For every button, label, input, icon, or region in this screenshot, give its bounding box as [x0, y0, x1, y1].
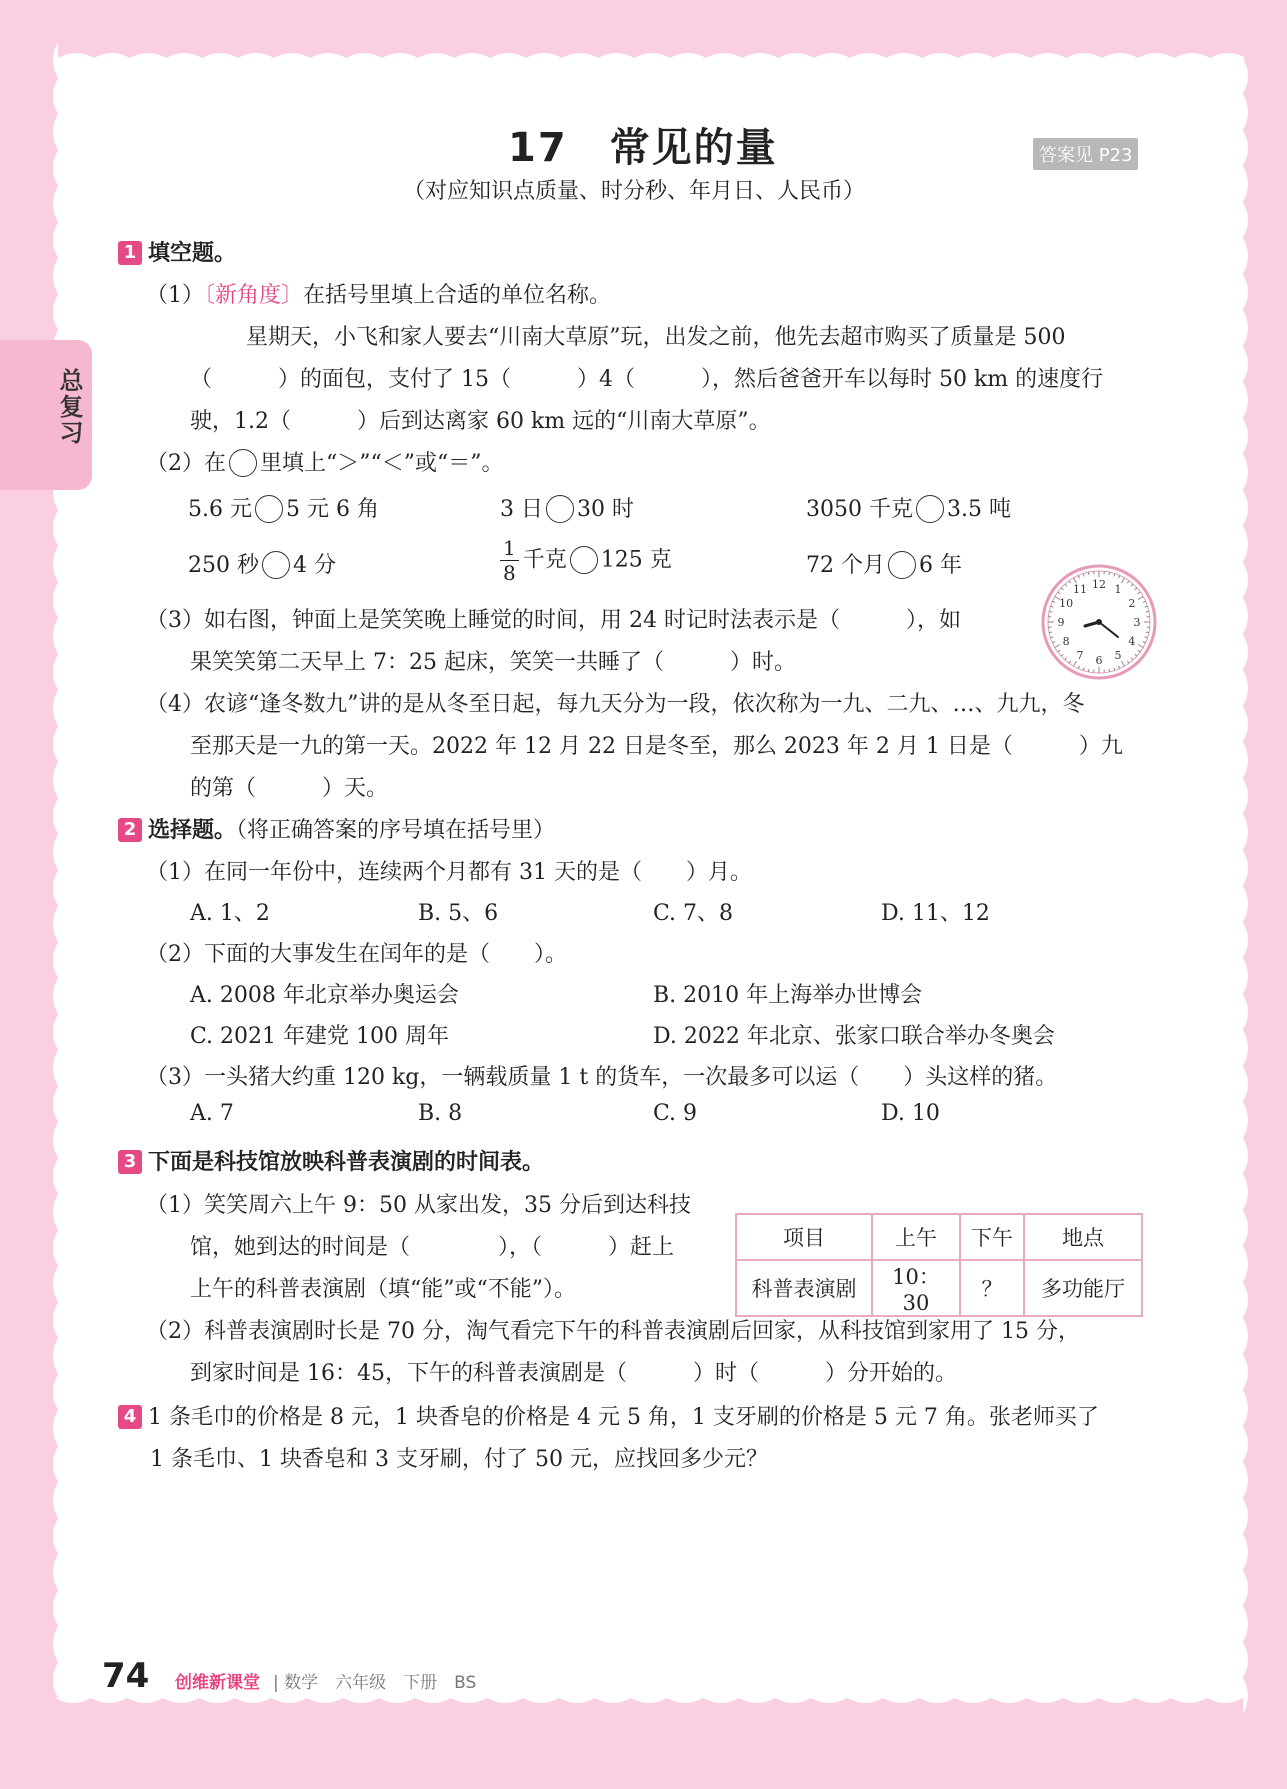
- clock-tick: [1109, 669, 1110, 672]
- answer-reference-badge: 答案见 P23: [1033, 138, 1138, 170]
- clock-number: 4: [1128, 635, 1136, 648]
- compare-circle: [229, 449, 257, 477]
- compare-4-circle[interactable]: [262, 551, 290, 579]
- clock-tick: [1109, 572, 1110, 575]
- s1-q4-line-3: 的第（ ）天。: [190, 776, 389, 801]
- fraction-numerator: 1: [500, 536, 519, 561]
- clock-tick: [1049, 632, 1052, 633]
- table-header-cell: 上午: [872, 1214, 960, 1260]
- compare-3-left: 3050 千克: [806, 497, 913, 522]
- clock-center: [1096, 619, 1102, 625]
- compare-1-left: 5.6 元: [188, 497, 252, 522]
- s1-q1-line-1: 星期天，小飞和家人要去“川南大草原”玩，出发之前，他先去超市购买了质量是 500: [246, 325, 1066, 350]
- table-header-row: [736, 1214, 1142, 1260]
- s1-q2-text-a: （2）在: [146, 451, 226, 476]
- section-2-heading: [118, 813, 555, 844]
- compare-5-right: 125 克: [600, 547, 672, 573]
- s2-q1-option-d: D. 11、12: [881, 901, 990, 926]
- clock-number: 10: [1059, 597, 1074, 610]
- s2-q1: （1）在同一年份中，连续两个月都有 31 天的是（ ）月。: [146, 860, 752, 885]
- s2-q3: （3）一头猪大约重 120 kg，一辆载质量 1 t 的货车，一次最多可以运（ ）头这样的猪。: [146, 1065, 1058, 1090]
- s3-q2-line-1: （2）科普表演剧时长是 70 分，淘气看完下午的科普表演剧后回家，从科技馆到家用了 15 分，: [146, 1319, 1080, 1344]
- compare-2-right: 30 时: [577, 497, 634, 522]
- clock-number: 3: [1133, 616, 1141, 629]
- table-cell: 科普表演剧: [736, 1260, 872, 1316]
- s1-q2-prompt: [146, 446, 503, 477]
- s1-q4-line-2: 至那天是一九的第一天。2022 年 12 月 22 日是冬至，那么 2023 年 2 月 1 日是（ ）九: [190, 734, 1123, 759]
- compare-item-5: [500, 536, 672, 585]
- s2-q1-option-c: C. 7、8: [653, 901, 734, 926]
- s1-q3-line-2: 果笑笑第二天早上 7：25 起床，笑笑一共睡了（ ）时。: [190, 650, 796, 675]
- compare-6-left: 72 个月: [806, 553, 885, 578]
- page-subtitle: （对应知识点质量、时分秒、年月日、人民币）: [403, 179, 866, 204]
- clock-tick: [1088, 669, 1089, 672]
- compare-2-circle[interactable]: [546, 495, 574, 523]
- compare-6-circle[interactable]: [888, 551, 916, 579]
- clock-number: 2: [1128, 597, 1136, 610]
- s2-q1-option-a: A. 1、2: [190, 901, 270, 926]
- compare-6-right: 6 年: [919, 553, 962, 578]
- clock-number: 11: [1073, 583, 1087, 597]
- compare-1-right: 5 元 6 角: [285, 497, 379, 522]
- compare-4-right: 4 分: [293, 553, 336, 578]
- s2-q1-option-b: B. 5、6: [418, 901, 499, 926]
- s2-q3-option-d: D. 10: [881, 1101, 940, 1126]
- footer-brand: 创维新课堂: [175, 1673, 260, 1693]
- compare-3-right: 3.5 吨: [946, 497, 1011, 522]
- clock-face: [1040, 563, 1158, 681]
- section-3-number: 3: [118, 1150, 142, 1174]
- compare-5-left: 千克: [522, 547, 567, 573]
- s3-q1-line-2: 馆，她到达的时间是（ ），（ ）赶上: [190, 1235, 675, 1260]
- compare-2-left: 3 日: [500, 497, 543, 522]
- section-4-number: 4: [118, 1405, 142, 1429]
- clock-tick: [1049, 611, 1052, 612]
- table-cell: 多功能厅: [1024, 1260, 1142, 1316]
- section-1-title: 填空题。: [148, 241, 237, 266]
- clock-tick: [1146, 632, 1149, 633]
- compare-item-4: [188, 548, 336, 579]
- clock-number: 1: [1114, 583, 1122, 597]
- s1-q1-line-2: （ ）的面包，支付了 15（ ）4（ ），然后爸爸开车以每时 50 km 的速度行: [190, 367, 1104, 392]
- s2-q3-option-a: A. 7: [190, 1101, 234, 1126]
- side-tab-label: 总复习: [55, 368, 83, 446]
- s1-q1-label: （1）: [146, 283, 204, 308]
- clock-tick: [1088, 572, 1089, 575]
- s1-q1-line-3: 驶，1.2（ ）后到达离家 60 km 远的“川南大草原”。: [190, 409, 771, 434]
- section-3-title: 下面是科技馆放映科普表演剧的时间表。: [148, 1150, 545, 1175]
- s1-q4-line-1: （4）农谚“逢冬数九”讲的是从冬至日起，每九天分为一段，依次称为一九、二九、…、九九，冬: [146, 692, 1085, 717]
- s1-q3-line-1: （3）如右图，钟面上是笑笑晚上睡觉的时间，用 24 时记时法表示是（ ），如: [146, 608, 961, 633]
- table-row: [736, 1260, 1142, 1316]
- section-3-heading: [118, 1145, 544, 1176]
- s2-q2-option-a: A. 2008 年北京举办奥运会: [190, 983, 459, 1008]
- clock-tick: [1146, 611, 1149, 612]
- table-header-cell: 项目: [736, 1214, 872, 1260]
- s1-q2-text-b: 里填上“＞”“＜”或“＝”。: [260, 451, 504, 476]
- section-2-title: 选择题。: [148, 818, 237, 843]
- s1-q1-prompt: [146, 278, 611, 309]
- section-2-number: 2: [118, 818, 142, 842]
- compare-item-1: [188, 492, 379, 523]
- compare-1-circle[interactable]: [255, 495, 283, 523]
- compare-item-2: [500, 492, 634, 523]
- fraction-one-eighth: [500, 536, 519, 585]
- schedule-table: [735, 1213, 1143, 1317]
- page-title: 17 常见的量: [508, 125, 778, 171]
- table-header-cell: 下午: [960, 1214, 1024, 1260]
- table-header-cell: 地点: [1024, 1214, 1142, 1260]
- s2-q3-option-b: B. 8: [418, 1101, 463, 1126]
- s3-q1-line-3: 上午的科普表演剧（填“能”或“不能”）。: [190, 1277, 576, 1302]
- s2-q2-option-c: C. 2021 年建党 100 周年: [190, 1024, 449, 1049]
- compare-item-6: [806, 548, 962, 579]
- clock-number: 12: [1092, 578, 1106, 591]
- s2-q2-option-b: B. 2010 年上海举办世博会: [653, 983, 923, 1008]
- section-1-heading: [118, 236, 236, 267]
- section-4-line-1: [118, 1400, 1099, 1431]
- footer-book-info: | 数学 六年级 下册 BS: [273, 1673, 477, 1693]
- clock-number: 5: [1114, 648, 1122, 662]
- section-1-number: 1: [118, 241, 142, 265]
- compare-item-3: [806, 492, 1011, 523]
- page-number: 74: [102, 1656, 150, 1696]
- s4-text-1: 1 条毛巾的价格是 8 元，1 块香皂的价格是 4 元 5 角，1 支牙刷的价格是 5 元 7 角。张老师买了: [148, 1405, 1099, 1430]
- s2-q2-option-d: D. 2022 年北京、张家口联合举办冬奥会: [653, 1024, 1055, 1049]
- compare-3-circle[interactable]: [916, 495, 944, 523]
- clock-number: 8: [1062, 635, 1070, 648]
- table-cell: ？: [960, 1260, 1024, 1316]
- clock-number: 7: [1076, 648, 1084, 662]
- section-2-note: （将正确答案的序号填在括号里）: [236, 818, 556, 843]
- s3-q1-line-1: （1）笑笑周六上午 9：50 从家出发，35 分后到达科技: [146, 1193, 691, 1218]
- table-cell: 10：30: [872, 1260, 960, 1316]
- compare-5-circle[interactable]: [570, 546, 598, 574]
- fraction-denominator: 8: [503, 561, 516, 585]
- worksheet-page: [58, 58, 1243, 1698]
- section-4-line-2: 1 条毛巾、1 块香皂和 3 支牙刷，付了 50 元，应找回多少元？: [150, 1447, 768, 1472]
- s2-q3-option-c: C. 9: [653, 1101, 698, 1126]
- new-angle-tag: 〔新角度〕: [204, 283, 304, 308]
- s3-q2-line-2: 到家时间是 16：45，下午的科普表演剧是（ ）时（ ）分开始的。: [190, 1361, 957, 1386]
- clock-number: 6: [1095, 654, 1103, 667]
- s1-q1-text: 在括号里填上合适的单位名称。: [303, 283, 612, 308]
- clock-number: 9: [1057, 616, 1065, 629]
- compare-4-left: 250 秒: [188, 553, 259, 578]
- s2-q2: （2）下面的大事发生在闰年的是（ ）。: [146, 942, 567, 967]
